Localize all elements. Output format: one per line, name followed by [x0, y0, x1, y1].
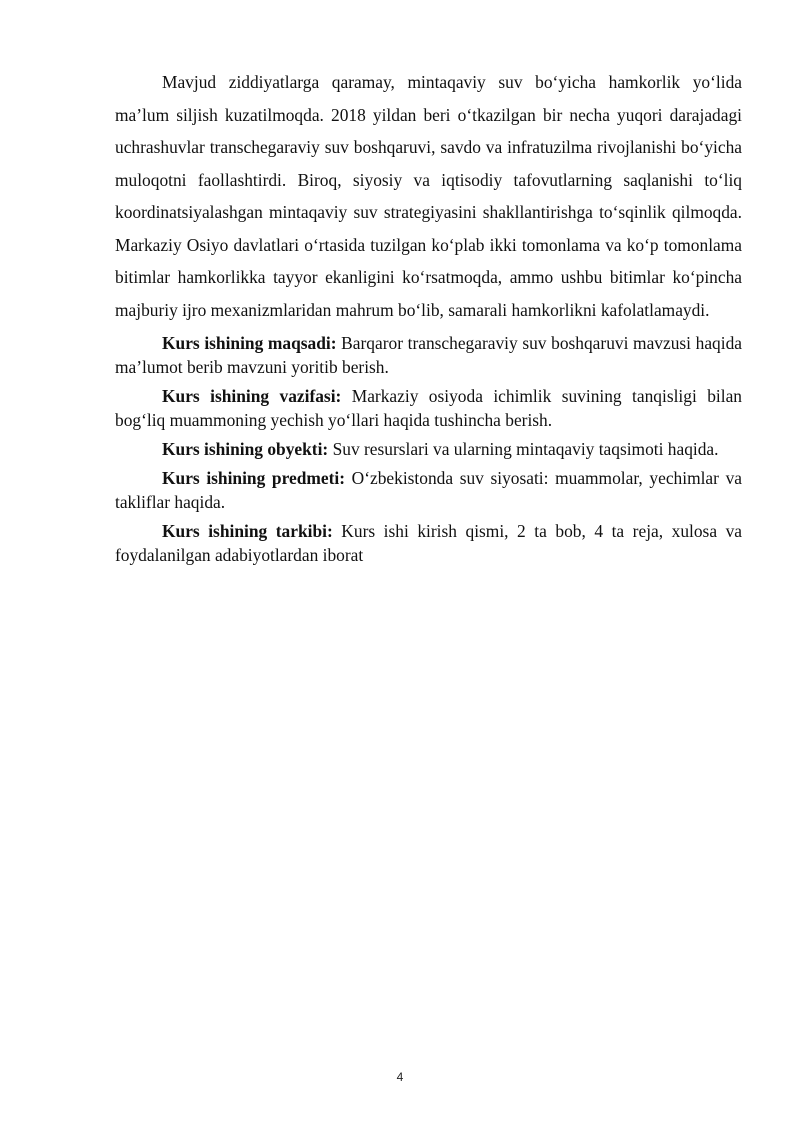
course-goal-paragraph [115, 331, 742, 379]
course-object-paragraph [115, 437, 742, 461]
course-structure-label: Kurs ishining tarkibi: [162, 521, 333, 541]
document-page [115, 66, 742, 567]
intro-paragraph: Mavjud ziddiyatlarga qaramay, mintaqaviy suv bo‘yicha hamkorlik yo‘lida ma’lum siljish kuzatilmoqda. 2018 yildan beri o‘tkazilgan bir necha yuqori darajadagi uchrashuvlar transchegaraviy suv boshqaruvi, savdo va infratuzilma rivojlanishi bo‘yicha muloqotni faollashtirdi. Biroq, siyosiy va iqtisodiy tafovutlarning saqlanishi to‘liq koordinatsiyalashgan mintaqaviy suv strategiyasini shakllantirishga to‘sqinlik qilmoqda. Markaziy Osiyo davlatlari o‘rtasida tuzilgan ko‘plab ikki tomonlama va ko‘p tomonlama bitimlar hamkorlikka tayyor ekanligini ko‘rsatmoqda, ammo ushbu bitimlar ko‘pincha majburiy ijro mexanizmlaridan mahrum bo‘lib, samarali hamkorlikni kafolatlamaydi. [115, 72, 742, 320]
course-subject-label: Kurs ishining predmeti: [162, 468, 346, 488]
course-task-paragraph [115, 384, 742, 432]
course-subject-text: O‘zbekistonda suv siyosati: muammolar, yechimlar va takliflar haqida. [115, 468, 742, 512]
course-task-text: Markaziy osiyoda ichimlik suvining tanqisligi bilan bog‘liq muammoning yechish yo‘llari haqida tushincha berish. [115, 386, 742, 430]
course-object-text: Suv resurslari va ularning mintaqaviy taqsimoti haqida. [328, 439, 719, 459]
page-number: 4 [396, 1070, 404, 1084]
course-goal-label: Kurs ishining maqsadi: [162, 333, 337, 353]
course-task-label: Kurs ishining vazifasi: [162, 386, 342, 406]
course-structure-paragraph [115, 519, 742, 567]
course-structure-text: Kurs ishi kirish qismi, 2 ta bob, 4 ta reja, xulosa va foydalanilgan adabiyotlardan iborat [115, 521, 742, 565]
course-goal-text: Barqaror transchegaraviy suv boshqaruvi mavzusi haqida ma’lumot berib mavzuni yoritib berish. [115, 333, 742, 377]
course-object-label: Kurs ishining obyekti: [162, 439, 329, 459]
course-subject-paragraph [115, 466, 742, 514]
